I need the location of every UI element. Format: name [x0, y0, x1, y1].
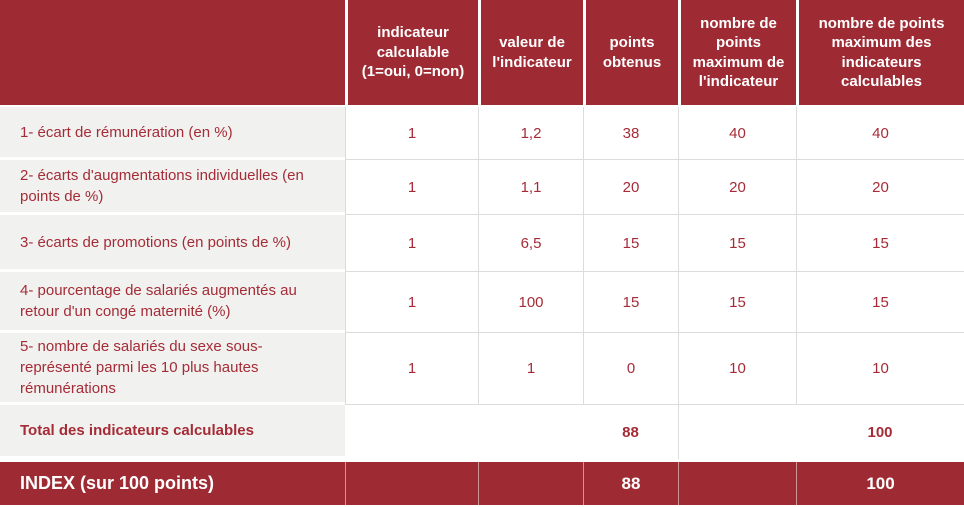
- total-cell-valeur-indicateur: [478, 405, 583, 459]
- cell-indicateur-calculable: 1: [345, 272, 478, 333]
- cell-points-max-indicateur: 15: [678, 215, 796, 272]
- indicator-label: 4- pourcentage de salariés augmentés au retour d'un congé maternité (%): [0, 272, 345, 333]
- cell-points-max-calculables: 15: [796, 272, 964, 333]
- cell-points-obtenus: 0: [583, 333, 678, 405]
- cell-points-max-calculables: 10: [796, 333, 964, 405]
- column-header-valeur-indicateur: valeur de l'indicateur: [478, 0, 583, 105]
- cell-points-obtenus: 38: [583, 107, 678, 160]
- cell-points-max-indicateur: 15: [678, 272, 796, 333]
- cell-points-max-indicateur: 20: [678, 160, 796, 215]
- cell-indicateur-calculable: 1: [345, 160, 478, 215]
- cell-valeur-indicateur: 1,1: [478, 160, 583, 215]
- total-points-obtenus: 88: [583, 405, 678, 459]
- cell-valeur-indicateur: 1,2: [478, 107, 583, 160]
- column-header-indicateur-calculable: indicateur calculable (1=oui, 0=non): [345, 0, 478, 105]
- cell-points-max-calculables: 40: [796, 107, 964, 160]
- indicator-row-4: [0, 272, 964, 333]
- cell-valeur-indicateur: 6,5: [478, 215, 583, 272]
- cell-indicateur-calculable: 1: [345, 333, 478, 405]
- cell-points-obtenus: 20: [583, 160, 678, 215]
- indicator-row-3: [0, 215, 964, 272]
- cell-points-max-indicateur: 10: [678, 333, 796, 405]
- column-header-points-obtenus: points obtenus: [583, 0, 678, 105]
- indicator-label: 2- écarts d'augmentations individuelles (en points de %): [0, 160, 345, 215]
- index-cell-indicateur-calculable: [345, 462, 478, 505]
- cell-points-max-indicateur: 40: [678, 107, 796, 160]
- cell-points-max-calculables: 15: [796, 215, 964, 272]
- indicator-label: 3- écarts de promotions (en points de %): [0, 215, 345, 272]
- cell-valeur-indicateur: 100: [478, 272, 583, 333]
- indicator-label: 1- écart de rémunération (en %): [0, 107, 345, 160]
- indicator-label: 5- nombre de salariés du sexe sous-représenté parmi les 10 plus hautes rémunérations: [0, 333, 345, 405]
- cell-indicateur-calculable: 1: [345, 215, 478, 272]
- cell-indicateur-calculable: 1: [345, 107, 478, 160]
- indicator-row-5: [0, 333, 964, 405]
- indicator-row-2: [0, 160, 964, 215]
- table-header-row: [0, 0, 964, 107]
- index-row: [0, 459, 964, 507]
- column-header-corner: [0, 0, 345, 105]
- total-cell-indicateur-calculable: [345, 405, 478, 459]
- cell-valeur-indicateur: 1: [478, 333, 583, 405]
- cell-points-obtenus: 15: [583, 272, 678, 333]
- index-cell-points-max-indicateur: [678, 462, 796, 505]
- total-cell-points-max-indicateur: [678, 405, 796, 459]
- index-points-obtenus: 88: [583, 462, 678, 505]
- column-header-points-max-calculables: nombre de points maximum des indicateurs calculables: [796, 0, 964, 105]
- column-header-points-max-indicateur: nombre de points maximum de l'indicateur: [678, 0, 796, 105]
- index-points-max-calculables: 100: [796, 462, 964, 505]
- total-points-max-calculables: 100: [796, 405, 964, 459]
- index-label: INDEX (sur 100 points): [20, 473, 215, 493]
- index-cell-valeur-indicateur: [478, 462, 583, 505]
- cell-points-obtenus: 15: [583, 215, 678, 272]
- cell-points-max-calculables: 20: [796, 160, 964, 215]
- total-label: Total des indicateurs calculables: [0, 405, 345, 459]
- total-row: [0, 405, 964, 459]
- indicator-row-1: [0, 107, 964, 160]
